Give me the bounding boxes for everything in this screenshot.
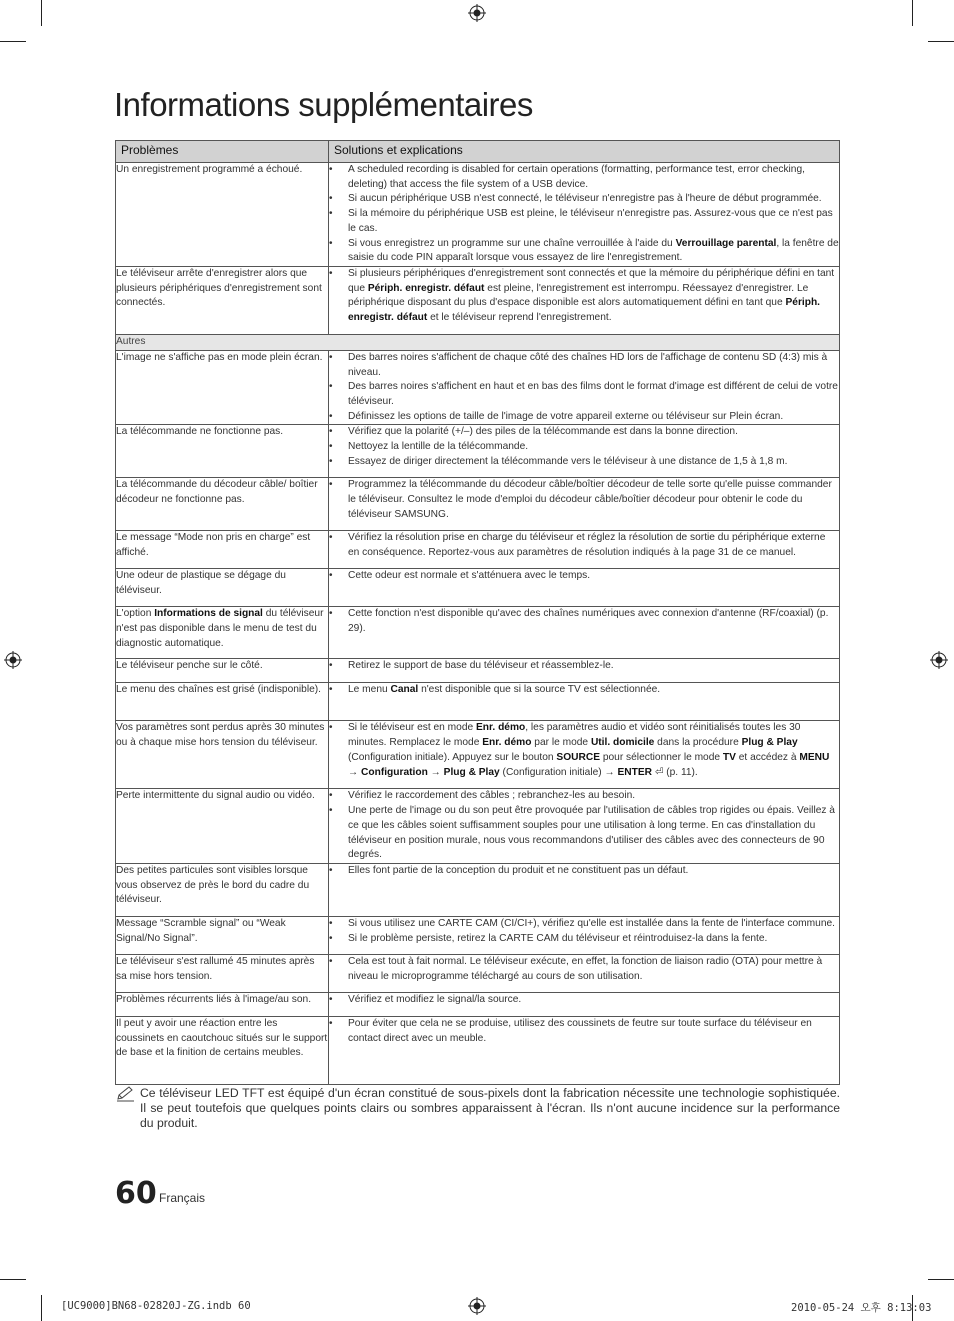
table-row (116, 607, 840, 659)
solution-item: • Vérifiez le raccordement des câbles ; rebranchez-les au besoin. (329, 789, 839, 804)
table-row (116, 478, 840, 531)
solution-list (329, 607, 839, 636)
solution-list (329, 864, 839, 879)
registration-mark-icon (4, 651, 22, 669)
solution-item: • Si vous enregistrez un programme sur une chaîne verrouillée à l'aide du Verrouillage parental, la fenêtre de saisie du code PIN apparaît lorsque vous essayez de lire l'enregistrement. (329, 237, 839, 266)
solution-cell (329, 607, 840, 659)
solution-item: • Pour éviter que cela ne se produise, utilisez des coussinets de feutre sur toute surface du téléviseur en contact direct avec un meuble. (329, 1017, 839, 1046)
footer-timestamp: 2010-05-24 오후 8:13:03 (791, 1302, 932, 1314)
header-solutions: Solutions et explications (329, 141, 840, 163)
solution-item: • Vérifiez la résolution prise en charge du téléviseur et réglez la résolution de sortie du périphérique externe en conséquence. Reportez-vous aux paramètres de résolution indiqués à la page 31 de ce manuel. (329, 531, 839, 560)
solution-item: • Cela est tout à fait normal. Le téléviseur exécute, en effet, la fonction de liaison radio (OTA) pour mettre à niveau le microprogramme téléchargé au cours de son utilisation. (329, 955, 839, 984)
solution-item: • Une perte de l'image ou du son peut être provoquée par l'utilisation de câbles trop rigides ou épais. Veillez à ce que les câbles soient suffisamment souples pour une utilisation à long terme. En cas d'installation du téléviseur en position murale, nous vous recommandons d'utiliser des câbles avec des connecteurs de 90 degrés. (329, 804, 839, 863)
problem-cell: Le menu des chaînes est grisé (indisponible). (116, 683, 329, 721)
table-row (116, 954, 840, 992)
solution-cell (329, 1016, 840, 1084)
solution-cell (329, 992, 840, 1016)
solution-list (329, 993, 839, 1008)
solution-cell (329, 721, 840, 789)
solution-item: • Si le téléviseur est en mode Enr. démo, les paramètres audio et vidéo sont réinitialisés toutes les 30 minutes. Remplacez le mode Enr. démo par le mode Util. domicile dans la procédure Plug & Play (Configuration initiale). Appuyez sur le bouton SOURCE pour sélectionner le mode TV et accédez à MENU → Configuration → Plug & Play (Configuration initiale) → ENTER ⏎ (p. 11). (329, 721, 839, 780)
table-row (116, 916, 840, 954)
solution-item: • Des barres noires s'affichent en haut et en bas des films dont le format d'image est différent de celui de votre téléviseur. (329, 380, 839, 409)
solution-cell (329, 266, 840, 334)
solution-item: • Vérifiez et modifiez le signal/la source. (329, 993, 839, 1008)
problem-cell: L'option Informations de signal du téléviseur n'est pas disponible dans le menu de test du diagnostic automatique. (116, 607, 329, 659)
solution-list (329, 425, 839, 469)
solution-list (329, 1017, 839, 1046)
table-row (116, 569, 840, 607)
solution-list (329, 163, 839, 266)
problem-cell: Le téléviseur arrête d'enregistrer alors que plusieurs périphériques d'enregistrement sont connectés. (116, 266, 329, 334)
solution-cell (329, 478, 840, 531)
solution-item: • Si la mémoire du périphérique USB est pleine, le téléviseur n'enregistre pas. Assurez-vous que ce n'est pas le cas. (329, 207, 839, 236)
solution-item: • Définissez les options de taille de l'image de votre appareil externe ou téléviseur sur Plein écran. (329, 410, 839, 425)
page-number: 60 (115, 1176, 157, 1211)
problem-cell: L'image ne s'affiche pas en mode plein écran. (116, 350, 329, 425)
solution-item: • Des barres noires s'affichent de chaque côté des chaînes HD lors de l'affichage de contenu SD (4:3) mis à niveau. (329, 351, 839, 380)
solution-item: • Essayez de diriger directement la télécommande vers le téléviseur à une distance de 1,5 à 1,8 m. (329, 455, 839, 470)
problem-cell: Le message “Mode non pris en charge” est affiché. (116, 531, 329, 569)
header-problems: Problèmes (116, 141, 329, 163)
section-row (116, 334, 840, 350)
troubleshooting-table (115, 140, 840, 1085)
problem-cell: Une odeur de plastique se dégage du téléviseur. (116, 569, 329, 607)
problem-cell: Il peut y avoir une réaction entre les coussinets en caoutchouc situés sur le support de base et la finition de certains meubles. (116, 1016, 329, 1084)
problem-cell: Vos paramètres sont perdus après 30 minutes ou à chaque mise hors tension du téléviseur. (116, 721, 329, 789)
table-row (116, 659, 840, 683)
solution-list (329, 351, 839, 425)
solution-cell (329, 350, 840, 425)
section-label-others: Autres (116, 334, 840, 350)
solution-item: • Si plusieurs périphériques d'enregistrement sont connectés et que la mémoire du périphérique défini en tant que Périph. enregistr. défaut est pleine, l'enregistrement est interrompu. Réessayez d'enregistrer. Le périphérique disposant du plus d'espace disponible est alors automatiquement défini en tant que Périph. enregistr. défaut et le téléviseur reprend l'enregistrement. (329, 267, 839, 326)
solution-list (329, 267, 839, 326)
solution-item: • Si vous utilisez une CARTE CAM (CI/CI+), vérifiez qu'elle est installée dans la fente de l'interface commune. (329, 917, 839, 932)
table-row (116, 425, 840, 478)
solution-item: • Cette odeur est normale et s'atténuera avec le temps. (329, 569, 839, 584)
solution-item: • Cette fonction n'est disponible qu'avec des chaînes numériques avec connexion d'antenne (RF/coaxial) (p. 29). (329, 607, 839, 636)
crop-mark (0, 41, 26, 42)
solution-cell (329, 863, 840, 916)
solution-cell (329, 683, 840, 721)
solution-cell (329, 789, 840, 864)
solution-cell (329, 954, 840, 992)
table-row (116, 266, 840, 334)
solution-item: • Retirez le support de base du téléviseur et réassemblez-le. (329, 659, 839, 674)
table-row (116, 163, 840, 267)
problem-cell: Des petites particules sont visibles lorsque vous observez de près le bord du cadre du téléviseur. (116, 863, 329, 916)
crop-mark (41, 1295, 42, 1321)
note-text: Ce téléviseur LED TFT est équipé d'un écran constitué de sous-pixels dont la fabrication nécessite une technologie sophistiquée. Il se peut toutefois que quelques points clairs ou sombres apparaissent à l'écran. Ils n'ont aucune incidence sur la performance du produit. (140, 1086, 840, 1130)
solution-list (329, 917, 839, 946)
solution-item: • Programmez la télécommande du décodeur câble/boîtier décodeur de telle sorte qu'elle puisse commander le téléviseur. Consultez le mode d'emploi du décodeur câble/boîtier décodeur pour obtenir le code du téléviseur SAMSUNG. (329, 478, 839, 522)
solution-cell (329, 531, 840, 569)
table-row (116, 992, 840, 1016)
solution-item: • Vérifiez que la polarité (+/–) des piles de la télécommande est dans la bonne direction. (329, 425, 839, 440)
table-row (116, 350, 840, 425)
solution-cell (329, 569, 840, 607)
solution-item: • Le menu Canal n'est disponible que si la source TV est sélectionnée. (329, 683, 839, 698)
solution-list (329, 955, 839, 984)
solution-list (329, 659, 839, 674)
solution-item: • Si aucun périphérique USB n'est connecté, le téléviseur n'enregistre pas à l'heure de début programmée. (329, 192, 839, 207)
solution-list (329, 569, 839, 584)
page-language: Français (159, 1191, 206, 1205)
solution-item: • Si le problème persiste, retirez la CARTE CAM du téléviseur et réintroduisez-la dans la fente. (329, 932, 839, 947)
solution-item: • Elles font partie de la conception du produit et ne constituent pas un défaut. (329, 864, 839, 879)
problem-cell: La télécommande du décodeur câble/ boîtier décodeur ne fonctionne pas. (116, 478, 329, 531)
solution-list (329, 789, 839, 863)
crop-mark (0, 1279, 26, 1280)
note-block (116, 1086, 840, 1131)
crop-mark (912, 0, 913, 26)
crop-mark (41, 0, 42, 26)
table-row (116, 789, 840, 864)
crop-mark (928, 41, 954, 42)
solution-item: • Nettoyez la lentille de la télécommande. (329, 440, 839, 455)
registration-mark-icon (468, 1297, 486, 1315)
solution-cell (329, 163, 840, 267)
registration-mark-icon (930, 651, 948, 669)
solution-cell (329, 916, 840, 954)
page-title: Informations supplémentaires (114, 86, 533, 123)
solution-list (329, 478, 839, 522)
footer-file-info: [UC9000]BN68-02820J-ZG.indb 60 (61, 1300, 251, 1312)
problem-cell: Le téléviseur s'est rallumé 45 minutes après sa mise hors tension. (116, 954, 329, 992)
solution-list (329, 531, 839, 560)
table-row (116, 531, 840, 569)
table-row (116, 721, 840, 789)
solution-item: • A scheduled recording is disabled for certain operations (formatting, performance test, error checking, deleting) that access the file system of a USB device. (329, 163, 839, 192)
problem-cell: La télécommande ne fonctionne pas. (116, 425, 329, 478)
registration-mark-icon (468, 4, 486, 22)
solution-list (329, 683, 839, 698)
problem-cell: Message “Scramble signal” ou “Weak Signal/No Signal”. (116, 916, 329, 954)
table-row (116, 683, 840, 721)
crop-mark (928, 1279, 954, 1280)
solution-cell (329, 659, 840, 683)
problem-cell: Un enregistrement programmé a échoué. (116, 163, 329, 267)
problem-cell: Le téléviseur penche sur le côté. (116, 659, 329, 683)
table-row (116, 863, 840, 916)
solution-list (329, 721, 839, 780)
table-row (116, 1016, 840, 1084)
problem-cell: Perte intermittente du signal audio ou vidéo. (116, 789, 329, 864)
table-header-row (116, 141, 840, 163)
table-body (116, 163, 840, 1085)
solution-cell (329, 425, 840, 478)
problem-cell: Problèmes récurrents liés à l'image/au son. (116, 992, 329, 1016)
pencil-note-icon (116, 1086, 136, 1102)
